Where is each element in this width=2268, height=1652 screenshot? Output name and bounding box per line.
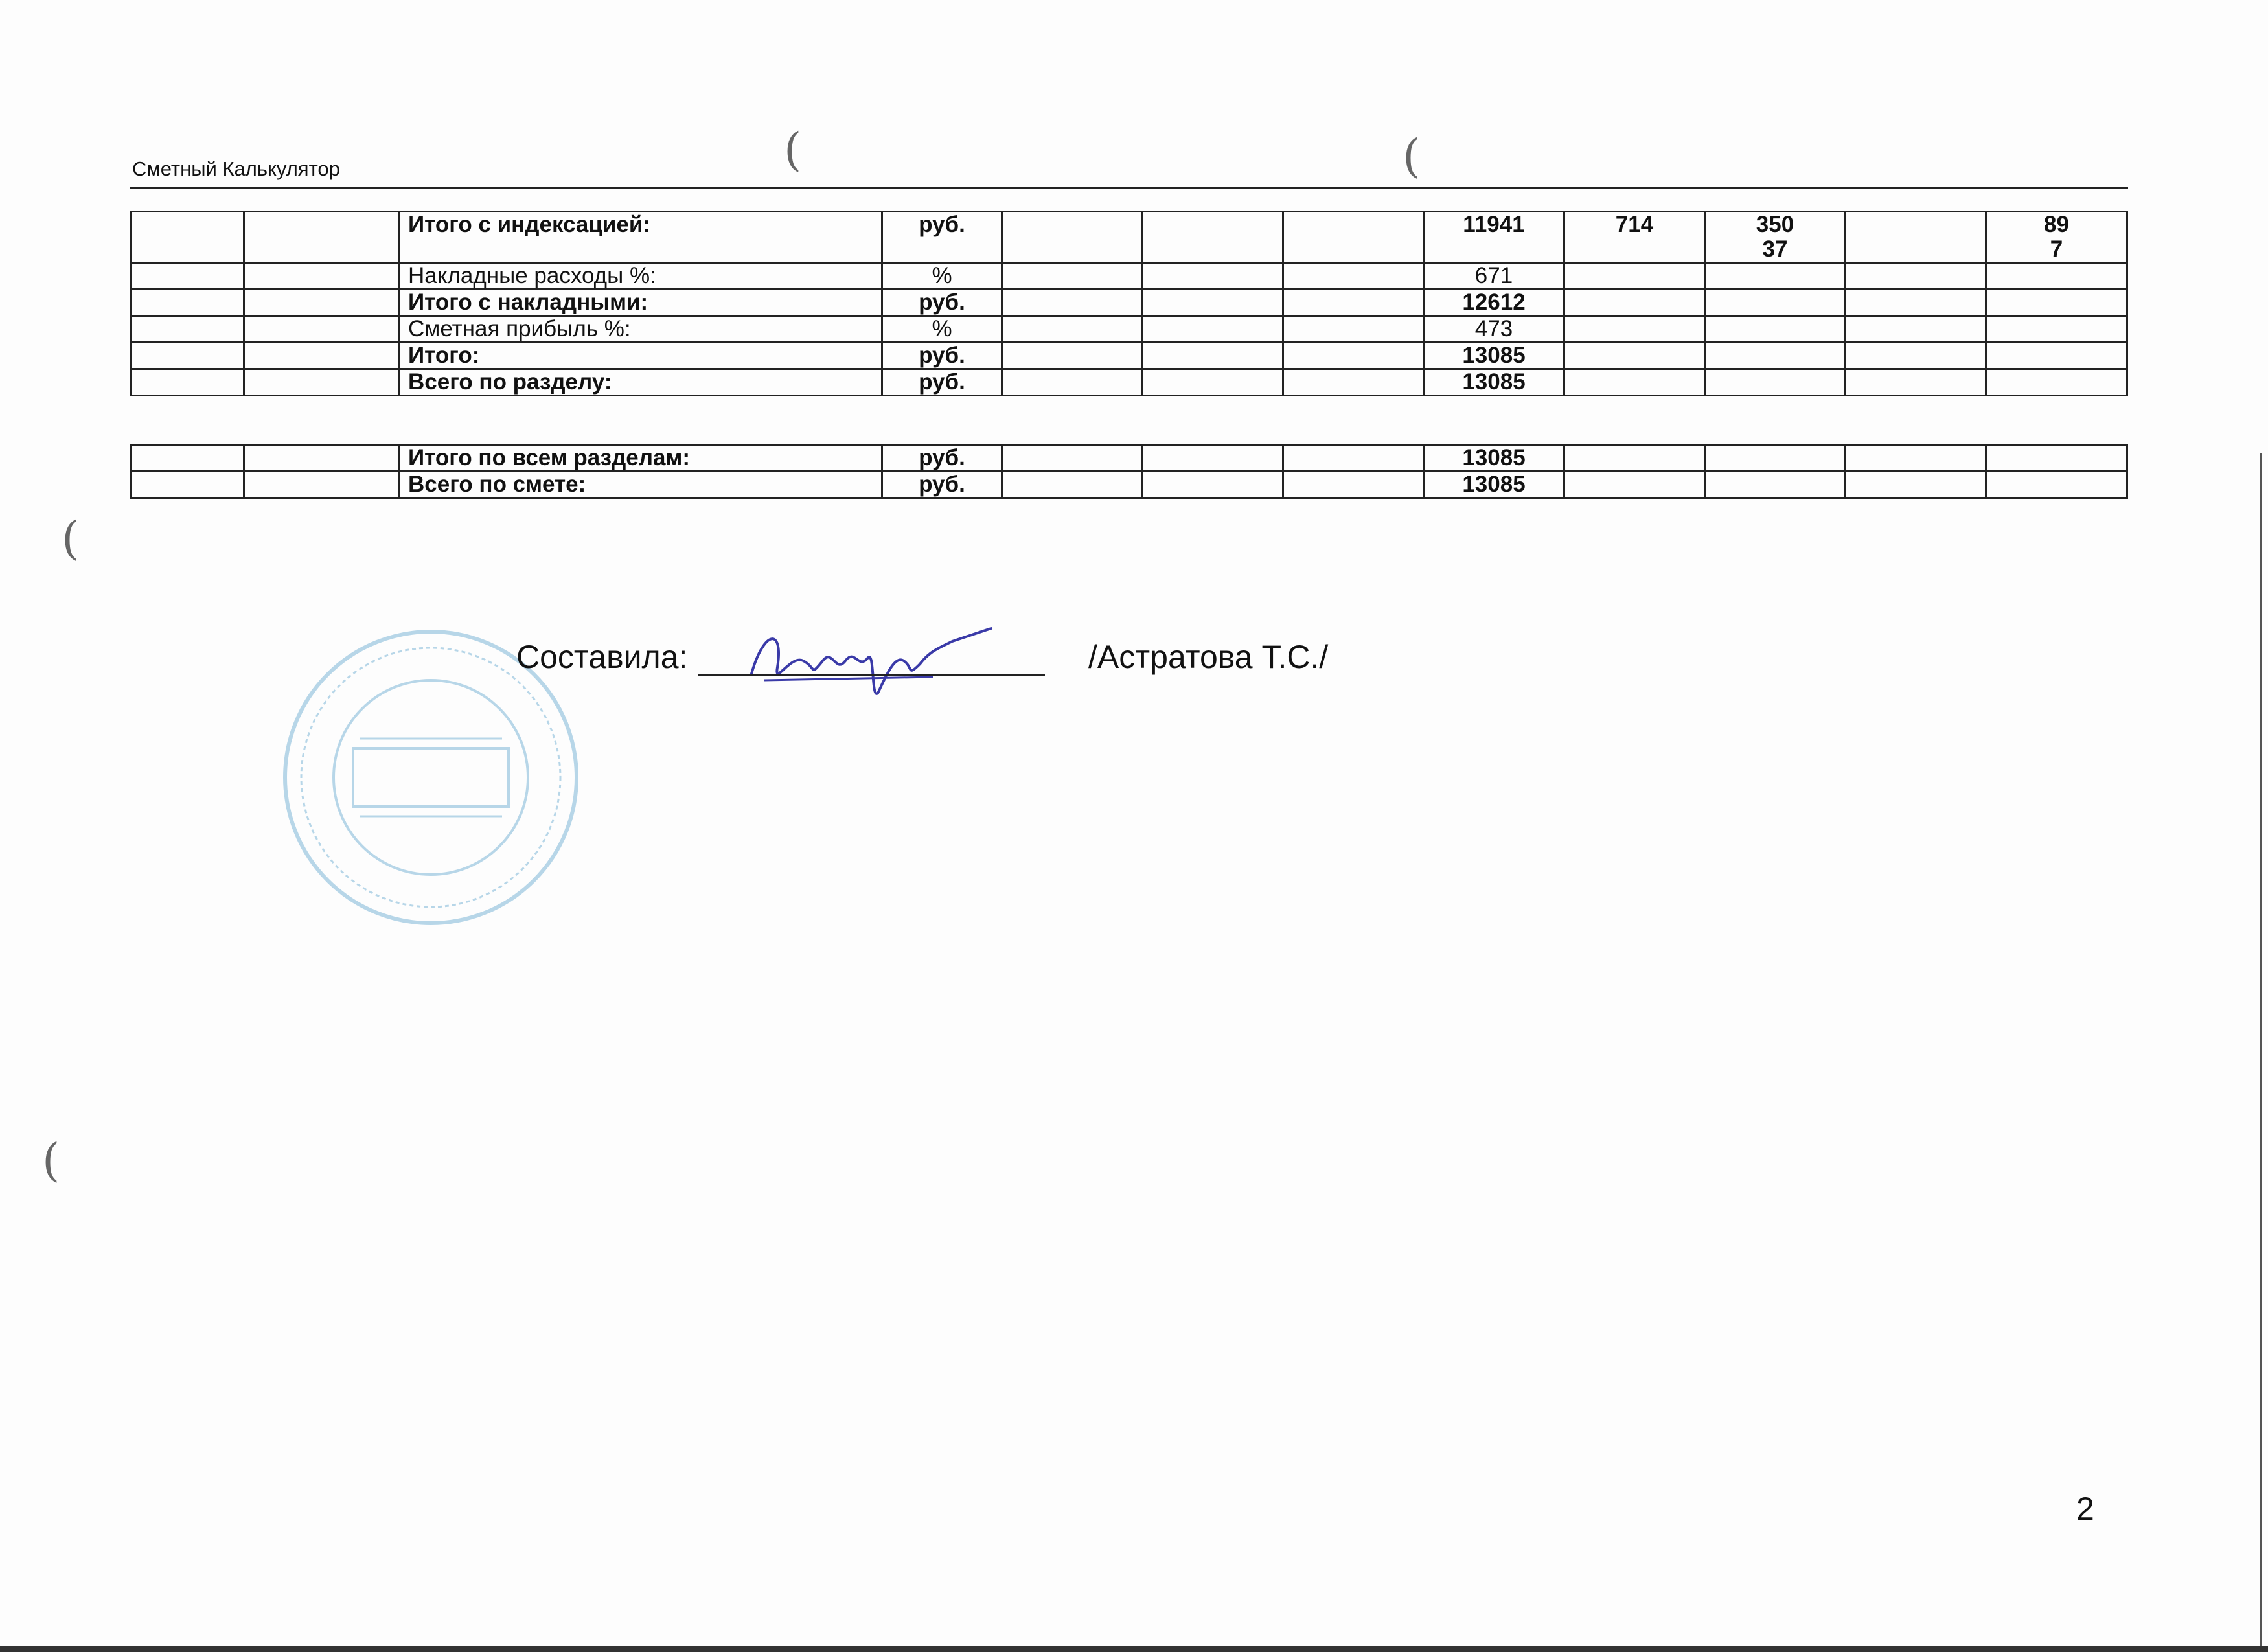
scan-hole-mark-4: ( [42,1134,60,1187]
table-cell [1283,445,1424,472]
header-title: Сметный Калькулятор [132,157,340,180]
table-cell: руб. [882,472,1002,498]
table-cell: 12612 [1424,290,1564,316]
table-cell [244,472,400,498]
table-cell: Всего по разделу: [400,369,882,396]
table-cell [1846,369,1986,396]
table-cell [131,343,244,369]
signature-line [698,674,1045,676]
table-row [131,316,2127,343]
table-cell [1002,263,1143,290]
header-rule [130,187,2128,189]
table-cell [1846,472,1986,498]
table-cell: руб. [882,369,1002,396]
table-cell: 13085 [1424,343,1564,369]
table-cell: 13085 [1424,369,1564,396]
table-cell: 13085 [1424,472,1564,498]
table-cell [1986,290,2127,316]
table-cell [1986,316,2127,343]
table-cell: 11941 [1424,212,1564,263]
table-cell [1705,343,1846,369]
table-cell [1986,472,2127,498]
signature-label: Составила: [516,639,688,675]
scan-bottom-edge [0,1646,2268,1652]
table-cell: Итого с индексацией: [400,212,882,263]
table-cell [1002,445,1143,472]
table-cell [1002,369,1143,396]
signature-scribble [739,615,1011,706]
table-cell [1283,472,1424,498]
table-cell [1705,445,1846,472]
table-cell [1143,212,1283,263]
table-cell [1846,212,1986,263]
table-cell [1564,445,1705,472]
table-cell [1143,445,1283,472]
table-cell [131,316,244,343]
table-cell [1002,316,1143,343]
table-cell: Итого: [400,343,882,369]
table-cell [1986,263,2127,290]
summary-table [130,211,2128,396]
table-cell: Итого по всем разделам: [400,445,882,472]
table-cell [1143,290,1283,316]
table-cell [1002,212,1143,263]
table-cell [131,263,244,290]
table-cell [131,290,244,316]
table-row [131,445,2127,472]
table-cell [1705,472,1846,498]
table-cell: руб. [882,212,1002,263]
table-row [131,472,2127,498]
scan-right-edge [2260,453,2262,1646]
table-cell [1143,316,1283,343]
table-cell [244,316,400,343]
table-cell [1143,369,1283,396]
table-cell: Итого с накладными: [400,290,882,316]
table-cell [1705,263,1846,290]
total-table [130,444,2128,499]
table-cell [1846,445,1986,472]
table-cell: руб. [882,445,1002,472]
table-cell: Накладные расходы %: [400,263,882,290]
table-cell [244,445,400,472]
table-cell: 473 [1424,316,1564,343]
table-cell [244,263,400,290]
page-number: 2 [2076,1491,2094,1527]
table-cell [1986,445,2127,472]
table-cell [131,472,244,498]
table-cell [1846,316,1986,343]
table-cell: руб. [882,343,1002,369]
table-cell: Сметная прибыль %: [400,316,882,343]
table-cell [1283,369,1424,396]
table-cell: 13085 [1424,445,1564,472]
table-cell [1283,212,1424,263]
table-cell [1705,290,1846,316]
table-cell [1002,343,1143,369]
table-cell: 89 7 [1986,212,2127,263]
table-cell: 350 37 [1705,212,1846,263]
table-cell [1143,343,1283,369]
table-cell [1846,343,1986,369]
table-cell [1283,316,1424,343]
table-cell [244,343,400,369]
table-cell [1564,472,1705,498]
table-row [131,290,2127,316]
table-cell [1143,472,1283,498]
table-cell: Всего по смете: [400,472,882,498]
table-cell: руб. [882,290,1002,316]
table-cell: % [882,316,1002,343]
table-cell [131,369,244,396]
table-cell [1705,316,1846,343]
table-cell [244,369,400,396]
table-cell [1986,369,2127,396]
table-cell [1564,316,1705,343]
table-cell [244,290,400,316]
table-cell [1564,343,1705,369]
table-row [131,212,2127,263]
table-cell [1283,263,1424,290]
table-cell [1564,290,1705,316]
table-cell [244,212,400,263]
table-row [131,369,2127,396]
table-cell [1705,369,1846,396]
signature-name: /Астратова Т.С./ [1088,639,1329,675]
table-cell [1283,343,1424,369]
table-cell: 671 [1424,263,1564,290]
scan-hole-mark-2: ( [1403,130,1421,183]
table-cell [1846,263,1986,290]
scan-hole-mark-1: ( [784,123,802,176]
table-cell [131,212,244,263]
scan-hole-mark-3: ( [62,512,80,565]
table-cell [1283,290,1424,316]
table-cell [1002,290,1143,316]
table-cell [1564,263,1705,290]
table-cell [131,445,244,472]
table-row [131,343,2127,369]
table-cell [1846,290,1986,316]
table-cell [1143,263,1283,290]
table-cell [1002,472,1143,498]
table-row [131,263,2127,290]
table-cell [1564,369,1705,396]
table-cell [1986,343,2127,369]
table-cell: 714 [1564,212,1705,263]
table-cell: % [882,263,1002,290]
